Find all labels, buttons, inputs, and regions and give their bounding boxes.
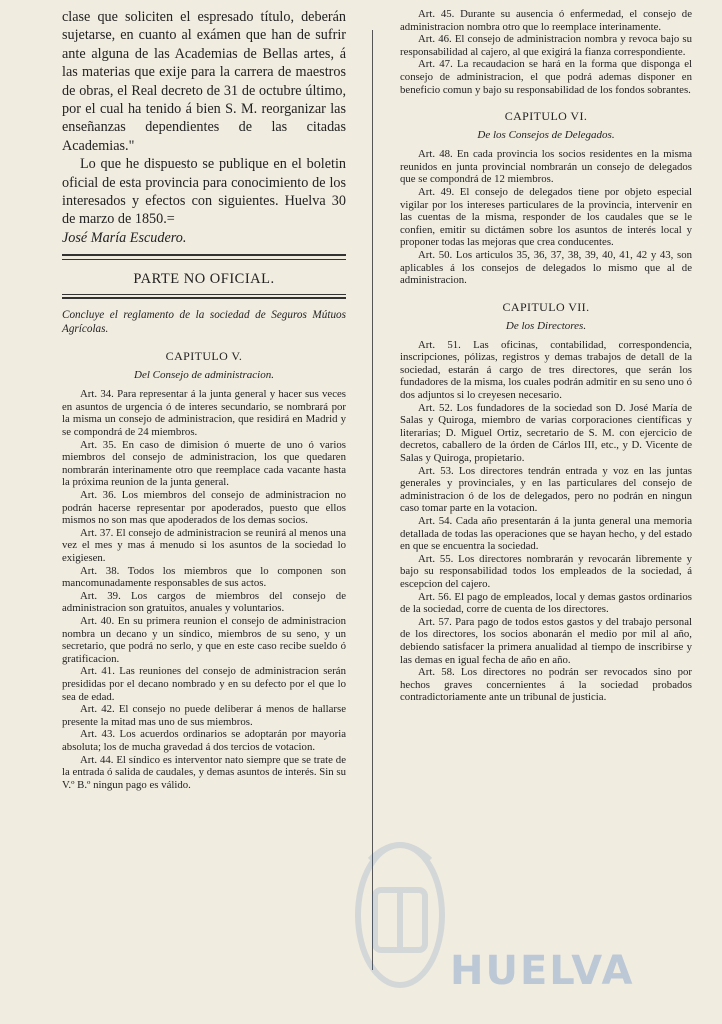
section-rule-bottom — [62, 297, 346, 299]
article: Art. 41. Las reuniones del consejo de administracion serán presididas por el decano nombrado y en su defecto por el que lo sea de edad. — [62, 665, 346, 703]
article: Art. 56. El pago de empleados, local y demas gastos ordinarios de la sociedad, corre de cuenta de los directores. — [400, 590, 692, 616]
article-list — [400, 148, 692, 287]
article: Art. 47. La recaudacion se hará en la forma que disponga el consejo de administracion, el que podrá ademas disponer en beneficio comun y bajo su responsabilidad de los fondos sobrantes. — [400, 58, 692, 96]
article: Art. 37. El consejo de administracion se reunirá al menos una vez el mes y mas á menudo si los asuntos de la sociedad lo exigiesen. — [62, 526, 346, 564]
right-column — [400, 8, 692, 704]
chapter-title: CAPITULO VII. — [502, 299, 590, 314]
article: Art. 36. Los miembros del consejo de administracion no podrán hacerse representar por apoderados, puesto que ellos mismos no son mas que apoderados de los demas socios. — [62, 489, 346, 527]
publication-text: Lo que he dispuesto se publique en el boletin oficial de esta provincia para conocimiento de los interesados y efectos con siguientes. Huelva 30 de marzo de 1850.= — [62, 156, 346, 228]
chapter-subtitle: Del Consejo de administracion. — [134, 369, 274, 382]
watermark-wordmark: HUELVA — [450, 948, 635, 994]
article: Art. 44. El síndico es interventor nato siempre que se trate de la entrada ó salida de caudales, y demas asuntos de interés. Sin su V.º B.º ningun pago es válido. — [62, 753, 346, 791]
signature: José María Escudero. — [62, 229, 187, 246]
section-rule-top-thin — [62, 259, 346, 260]
article: Art. 50. Los articulos 35, 36, 37, 38, 39, 40, 41, 42 y 43, son aplicables á los consejos de delegados lo mismo que al de administracion. — [400, 248, 692, 287]
publication-paragraph — [62, 155, 346, 247]
section-rule-top — [62, 254, 346, 256]
article: Art. 51. Las oficinas, contabilidad, correspondencia, inscripciones, pólizas, registros y demas trabajos de detall de la sociedad, estarán á cargo de tres directores, que serán los fundadores de la misma, los cuales podrán admitir en su seno uno ó dos adjuntos si lo creyesen necesario. — [400, 338, 692, 402]
chapter-title: CAPITULO VI. — [504, 109, 588, 124]
article-list — [400, 8, 692, 96]
article: Art. 40. En su primera reunion el consejo de administracion nombra un decano y un síndico, miembros de su seno, y un secretario, que podrá no serlo, y que en este caso recibe sueldo ó gratificacion. — [62, 614, 346, 665]
article: Art. 53. Los directores tendrán entrada y voz en las juntas generales y provinciales, y en las particulares del consejo de administracion ó de los de delegados, pero no podrán en ningun caso tomar parte en la votacion. — [400, 464, 692, 515]
article: Art. 35. En caso de dimision ó muerte de uno ó varios miembros del consejo de administracion, los que quedaren nombrarán interinamente otro que reemplace cada vacante hasta la próxima reunion de la junta general. — [62, 438, 346, 489]
article: Art. 54. Cada año presentarán á la junta general una memoria detallada de todas las operaciones que se hayan hecho, y del estado en que se encuentra la sociedad. — [400, 515, 692, 553]
chapter-subtitle: De los Directores. — [505, 319, 587, 332]
article: Art. 43. Los acuerdos ordinarios se adoptarán por mayoria absoluta; los de mucha gravedad á dos tercios de votacion. — [62, 728, 346, 753]
article: Art. 34. Para representar á la junta general y hacer sus veces en asuntos de urgencia ó de interes secundario, se nombrará por la misma un consejo de administracion, que residirá en Madrid y se compondrá de 24 miembros. — [62, 388, 346, 439]
article: Art. 38. Todos los miembros que lo componen son mancomunadamente responsables de sus actos. — [62, 564, 346, 590]
article: Art. 58. Los directores no podrán ser revocados sino por hechos graves concernientes á la sociedad probados contradictoriamente ante un tribunal de justicia. — [400, 666, 692, 704]
article: Art. 52. Los fundadores de la sociedad son D. José María de Salas y Quiroga, miembro de varias corporaciones científicas y literarias; D. Miguel Ortiz, secretario de S. M. con ejercicio de decretos, caballero de la órden de Cárlos III, etc., y D. Vicente de Salas y Quiroga, propietario. — [400, 401, 692, 465]
article: Art. 55. Los directores nombrarán y revocarán libremente y bajo su responsabilidad todos los empleados de la sociedad, á escepcion del cajero. — [400, 552, 692, 590]
left-column — [62, 8, 346, 791]
article: Art. 49. El consejo de delegados tiene por objeto especial vigilar por los intereses particulares de la provincia, intervenir en las cuentas de la misma, responder de los caudales que se le confien, emitir su dictámen sobre los asuntos de interés local y proponer todas las mejoras que crea conducentes. — [400, 185, 692, 249]
chapter-subtitle: De los Consejos de Delegados. — [477, 129, 615, 142]
article: Art. 57. Para pago de todos estos gastos y del trabajo personal de los directores, los socios abonarán el medio por mil al año, debiendo satisfacer la primera anualidad al tiempo de inscribirse y las demas en igual fecha de año en año. — [400, 615, 692, 666]
article: Art. 45. Durante su ausencia ó enfermedad, el consejo de administracion nombra otro que lo reemplace interinamente. — [400, 8, 692, 33]
chapter-title: CAPITULO V. — [165, 349, 243, 364]
article-list — [400, 339, 692, 704]
article-list — [62, 388, 346, 791]
section-rule-bottom-thin — [62, 294, 346, 295]
article: Art. 48. En cada provincia los socios residentes en la misma reunidos en junta provincial nombrarán un consejo de delegados que se compondrá de 12 miembros. — [400, 148, 692, 186]
article: Art. 42. El consejo no puede deliberar á menos de hallarse presente la mitad mas uno de sus miembros. — [62, 703, 346, 728]
article: Art. 39. Los cargos de miembros del consejo de administracion son gratuitos, anuales y voluntarios. — [62, 589, 346, 615]
section-title: PARTE NO OFICIAL. — [133, 271, 275, 288]
article: Art. 46. El consejo de administracion nombra y revoca bajo su responsabilidad al cajero, al que exigirá la fianza correspondiente. — [400, 33, 692, 58]
regulation-conclusion: Concluye el reglamento de la sociedad de Seguros Mútuos Agrícolas. — [62, 309, 346, 335]
intro-paragraph: clase que soliciten el espresado título, deberán sujetarse, en cuanto al exámen que han de sufrir ante alguna de las Academias de Bellas artes, á las materias que exije para la carrera de maestros de obras, el Real decreto de 31 de octubre último, por el cual ha tenido á bien S. M. reorganizar las enseñanzas dependientes de las citadas Academias." — [62, 9, 346, 154]
